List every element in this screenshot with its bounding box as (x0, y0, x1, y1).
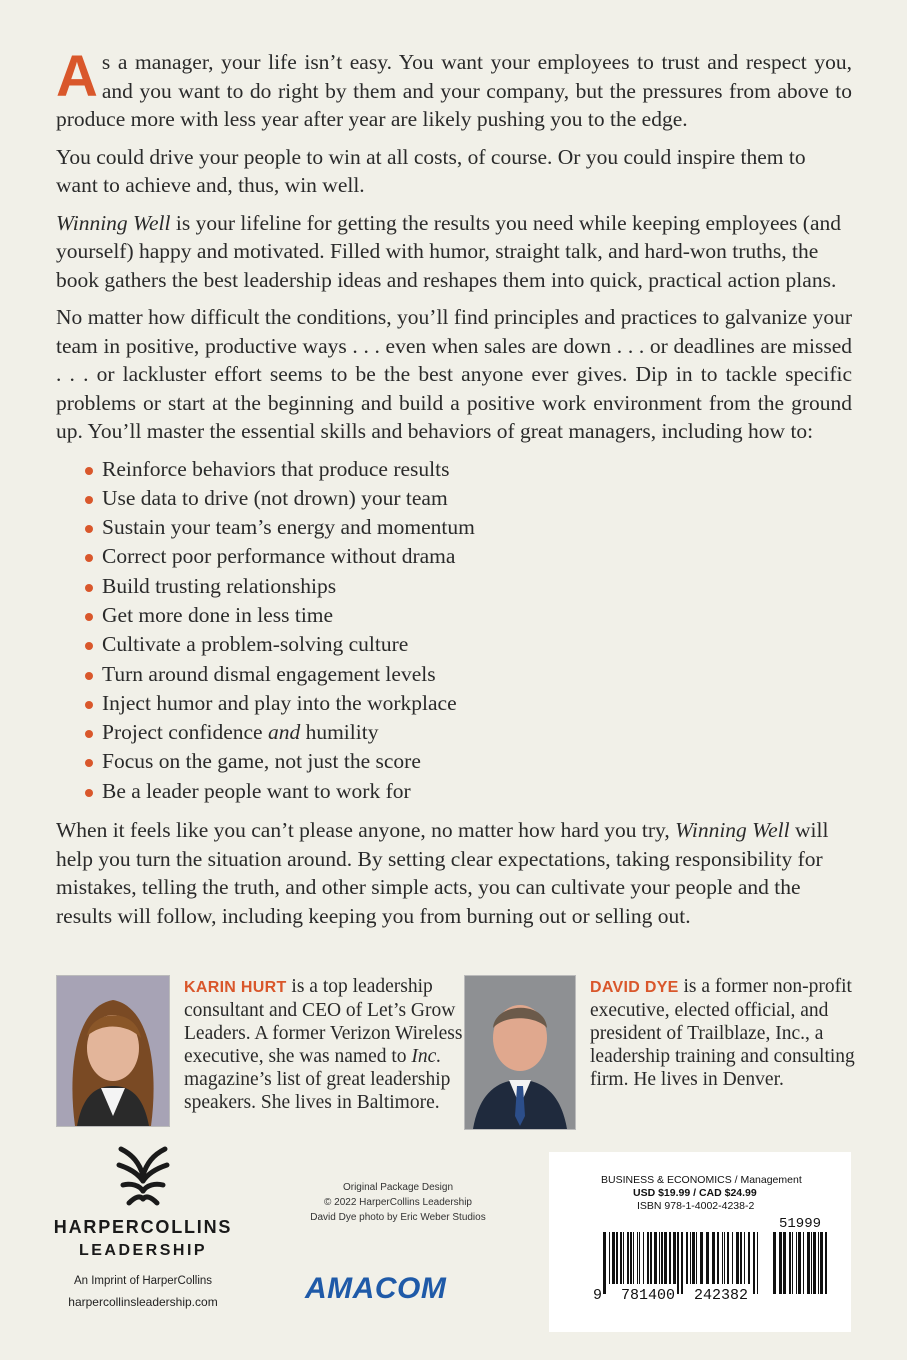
barcode-bar (620, 1232, 622, 1284)
barcode-bar (637, 1232, 638, 1284)
barcode-bar (681, 1232, 683, 1294)
list-item: Get more done in less time (76, 601, 852, 630)
intro-paragraph: As a manager, your life isn’t easy. You want your employees to trust and respect you, and you want to do right by them and your company, but the pressures from above to produce more with less year after year are likely pushing you to the edge. (56, 44, 852, 131)
barcode-bar (748, 1232, 750, 1284)
paragraph-3: Winning Well is your lifeline for getting the results you need while keeping employees (and yourself) happy and motivated. Filled with humor, straight talk, and hard-won truths, the book gathers the best leadership ideas and reshapes them into quick, practical action plans. (56, 210, 841, 292)
barcode-bar (736, 1232, 739, 1284)
barcode-bar (712, 1232, 715, 1284)
barcode-bar (773, 1232, 776, 1294)
list-item: Inject humor and play into the workplace (76, 689, 852, 718)
author-name: KARIN HURT (184, 979, 287, 996)
barcode-bar (609, 1232, 610, 1284)
barcode-bar (661, 1232, 663, 1284)
barcode-bar (643, 1232, 644, 1284)
credits (288, 1180, 508, 1225)
barcode-bar (603, 1232, 606, 1294)
barcode-bar (659, 1232, 660, 1284)
butterfly-icon (115, 1145, 171, 1209)
barcode-bar (669, 1232, 671, 1284)
barcode-bar (757, 1232, 758, 1294)
amacom-logo: AMACOM (305, 1272, 447, 1305)
barcode-bar (673, 1232, 676, 1284)
barcode-bar (650, 1232, 652, 1284)
barcode-bar (727, 1232, 729, 1284)
david-dye-photo (464, 975, 576, 1130)
description (56, 44, 852, 939)
barcode-bar (813, 1232, 816, 1294)
list-item: Focus on the game, not just the score (76, 747, 852, 776)
list-item: Be a leader people want to work for (76, 777, 852, 806)
barcode-bar (686, 1232, 688, 1284)
barcode-bar (753, 1232, 755, 1294)
barcode-bar (654, 1232, 657, 1284)
barcode-bar (783, 1232, 786, 1294)
barcode-bar (803, 1232, 804, 1294)
list-item: Build trusting relationships (76, 572, 852, 601)
karin-hurt-bio: KARIN HURT is a top leadership consultant and CEO of Let’s Grow Leaders. A former Verizon Wireless executive, she was named to Inc. magazine’s list of great leadership speakers. She lives in Baltimore. (184, 976, 463, 1113)
list-item: Cultivate a problem-solving culture (76, 630, 852, 659)
isbn: ISBN 978-1-4002-4238-2 (637, 1200, 755, 1212)
paragraph-2: You could drive your people to win at all costs, of course. Or you could inspire them to want to achieve and, thus, win well. (56, 144, 806, 197)
list-item: Reinforce behaviors that produce results (76, 455, 852, 484)
imprint-line: An Imprint of HarperCollins (73, 1275, 213, 1287)
addon-barcode-bars (773, 1232, 827, 1294)
barcode-bar (692, 1232, 695, 1284)
barcode-bar (796, 1232, 797, 1294)
barcode-bar (811, 1232, 812, 1294)
barcode-bar (630, 1232, 632, 1284)
barcode-bar (664, 1232, 667, 1284)
drop-cap: A (56, 44, 98, 109)
barcode-graphic (549, 1152, 851, 1332)
barcode-bar (639, 1232, 640, 1284)
paragraph-4: No matter how difficult the conditions, you’ll find principles and practices to galvanize your team in positive, productive ways . . . even when sales are down . . . or deadlines are missed . . . or lackluster effort seems to be the best anyone ever gives. Dip in to tackle specific problems or start at the beginning and build a positive work environment from the ground up. You’ll master the essential skills and behaviors of great managers, including how to: (56, 305, 852, 443)
barcode-bar (722, 1232, 723, 1284)
barcode-bar (612, 1232, 615, 1284)
barcode-bar (732, 1232, 733, 1284)
list-item: Turn around dismal engagement levels (76, 660, 852, 689)
karin-hurt-photo (56, 975, 170, 1127)
barcode-bar (690, 1232, 691, 1284)
barcode-bar (706, 1232, 709, 1284)
barcode-bar (717, 1232, 719, 1284)
barcode-bar (623, 1232, 624, 1284)
barcode-bar (789, 1232, 791, 1294)
barcode-bar (724, 1232, 725, 1284)
ean-group2: 242382 (693, 1287, 749, 1304)
barcode-bar (633, 1232, 634, 1284)
barcode-bar (647, 1232, 649, 1284)
barcode-bar (616, 1232, 618, 1284)
addon-digits: 51999 (778, 1216, 822, 1232)
barcode-bar (740, 1232, 742, 1284)
david-dye-bio: DAVID DYE is a former non-profit executive, elected official, and president of Trailblaze, Inc., a leadership training and consulting firm. He lives in Denver. (590, 976, 855, 1090)
category: BUSINESS & ECONOMICS / Management (601, 1174, 802, 1186)
barcode-bars (603, 1232, 758, 1294)
ean-group1: 781400 (620, 1287, 676, 1304)
barcode-bar (677, 1232, 679, 1294)
author-name: DAVID DYE (590, 979, 679, 996)
barcode-bar (825, 1232, 827, 1294)
barcode-bar (696, 1232, 697, 1284)
author-section (56, 975, 856, 1135)
barcode-bar (818, 1232, 819, 1294)
credit-line: David Dye photo by Eric Weber Studios (310, 1212, 486, 1223)
list-item: Use data to drive (not drown) your team (76, 484, 852, 513)
skills-list (56, 455, 852, 807)
publisher-url[interactable]: harpercollinsleadership.com (68, 1295, 218, 1309)
list-item: Sustain your team’s energy and momentum (76, 513, 852, 542)
publisher-name-line1: HARPERCOLLINS (53, 1217, 233, 1237)
credit-line: © 2022 HarperCollins Leadership (323, 1197, 472, 1208)
credit-line: Original Package Design (342, 1182, 454, 1193)
barcode-bar (744, 1232, 745, 1284)
closing-paragraph: When it feels like you can’t please anyone, no matter how hard you try, Winning Well will help you turn the situation around. By setting clear expectations, taking responsibility for mistakes, telling the truth, and other simple acts, you can cultivate your people and the results will follow, including keeping you from burning out or selling out. (56, 818, 829, 928)
ean-lead-digit: 9 (593, 1287, 603, 1304)
list-item: Correct poor performance without drama (76, 542, 852, 571)
barcode-bar (792, 1232, 793, 1294)
book-title: Winning Well (56, 210, 171, 235)
barcode-panel (549, 1152, 851, 1332)
publisher-name-line2: LEADERSHIP (78, 1242, 208, 1259)
list-item: Project confidence and humility (76, 718, 852, 747)
barcode-bar (798, 1232, 801, 1294)
barcode-bar (627, 1232, 629, 1284)
barcode-bar (700, 1232, 703, 1284)
publisher-block (48, 1145, 238, 1309)
barcode-bar (807, 1232, 810, 1294)
barcode-bar (779, 1232, 782, 1294)
price: USD $19.99 / CAD $24.99 (633, 1187, 757, 1199)
barcode-bar (820, 1232, 823, 1294)
